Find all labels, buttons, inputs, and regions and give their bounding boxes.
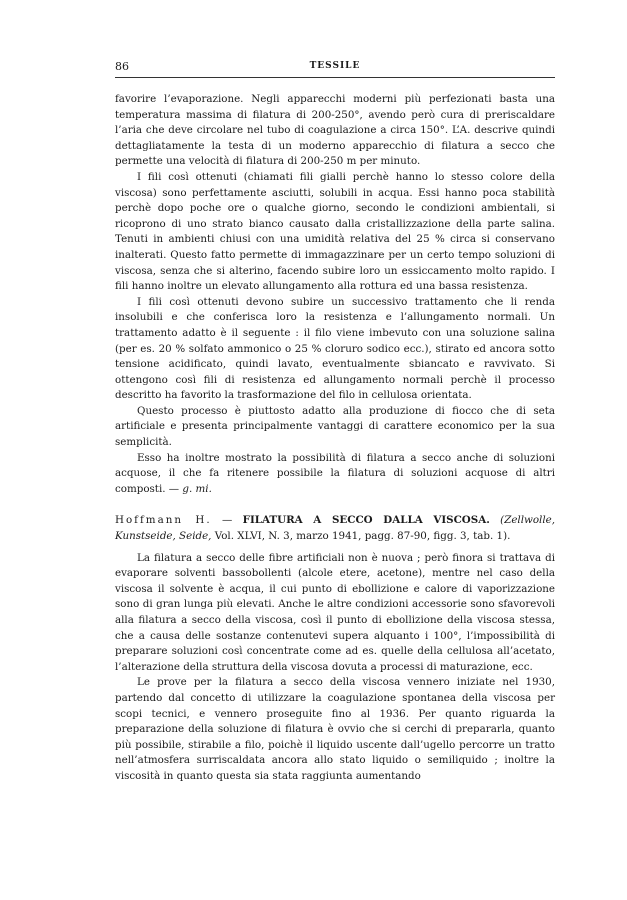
- abstract-title: FILATURA A SECCO DALLA VISCOSA.: [242, 514, 490, 527]
- paragraph: La filatura a secco delle fibre artificiali non è nuova ; però finora si trattava di evaporare solventi bassobollenti (alcole etere, acetone), mentre nel caso della viscosa il solvente è acqua, il cui punto di ebollizione e calore di vaporizzazione sono di gran lunga più elevati. Anche le altre condizioni accessorie sono sfavorevoli alla filatura a secco della viscosa, così il punto di ebollizione della viscosa stessa, che a causa delle sostanze contenutevi supera alquanto i 100°, l’impossibilità di preparare soluzioni così concentrate come ad es. quelle della cellulosa all’acetato, l’alterazione della struttura della viscosa dovuta a processi di maturazione, ecc.: [115, 551, 555, 673]
- title-dash: —: [211, 514, 243, 527]
- abstract-heading: [115, 513, 555, 544]
- paragraph-text: Esso ha inoltre mostrato la possibilità di filatura a secco anche di soluzioni acquose, il che fa ritenere possibile la filatura di soluzioni acquose di altri composti. —: [115, 451, 555, 495]
- paragraph: [115, 451, 555, 498]
- section-gap: [115, 497, 555, 513]
- paragraph: Le prove per la filatura a secco della viscosa vennero iniziate nel 1930, partendo dal concetto di utilizzare la coagulazione spontanea della viscosa per scopi tecnici, e vennero proseguite fino al 1936. Per quanto riguarda la preparazione della soluzione di filatura è ovvio che si cerchi di prepararla, quanto più possibile, stirabile a filo, poichè il liquido uscente dall’ugello percorre un tratto nell’atmosfera surriscaldata ancora allo stato liquido o semiliquido ; inoltre la viscosità in quanto questa sia stata raggiunta aumentando: [115, 676, 555, 782]
- abstract-author: Hoffmann H.: [115, 514, 212, 527]
- author-signature: g. mi.: [182, 482, 212, 495]
- abstract-source-journal: (Zellwolle, Kunstseide, Seide,: [115, 514, 555, 543]
- paragraph: I fili così ottenuti devono subire un successivo trattamento che li renda insolubili e che conferisca loro la resistenza e l’allungamento normali. Un trattamento adatto è il seguente : il filo viene imbevuto con una soluzione salina (per es. 20 % solfato ammonico o 25 % cloruro sodico ecc.), stirato ed ancora sotto tensione acidificato, quindi lavato, eventualmente sbiancato e ravvivato. Si ottengono così fili di resistenza ed allungamento normali perchè il processo descritto ha favorito la trasformazione del filo in cellulosa orientata.: [115, 295, 555, 402]
- header-rule: [115, 77, 555, 78]
- paragraph: Questo processo è piuttosto adatto alla produzione di fiocco che di seta artificiale e presenta principalmente vantaggi di carattere economico per la sua semplicità.: [115, 404, 555, 449]
- page-header: [115, 60, 555, 76]
- paragraph: I fili così ottenuti (chiamati fili gialli perchè hanno lo stesso colore della viscosa) sono perfettamente asciutti, solubili in acqua. Essi hanno poca stabilità perchè dopo poche ore o qualche giorno, secondo le condizioni ambientali, si ricoprono di uno strato bianco causato dalla cristallizzazione della parte salina. Tenuti in ambienti chiusi con una umidità relativa del 25 % circa si conservano inalterati. Questo fatto permette di immagazzinare per un certo tempo soluzioni di viscosa, senza che si alterino, facendo subire loro un essiccamento molto rapido. I fili hanno inoltre un elevato allungamento alla rottura ed una bassa resistenza.: [115, 170, 555, 293]
- body-text: [115, 92, 555, 785]
- abstract-source-details: Vol. XLVI, N. 3, marzo 1941, pagg. 87-90, figg. 3, tab. 1).: [211, 530, 511, 543]
- running-title: TESSILE: [309, 61, 361, 71]
- page-number: 86: [115, 60, 129, 73]
- paragraph: favorire l’evaporazione. Negli apparecchi moderni più perfezionati basta una temperatura massima di filatura di 200-250°, avendo però cura di preriscaldare l’aria che deve circolare nel tubo di coagulazione a circa 150°. L’A. descrive quindi dettagliatamente la testa di un moderno apparecchio di filatura a secco che permette una velocità di filatura di 200-250 m per minuto.: [115, 93, 555, 168]
